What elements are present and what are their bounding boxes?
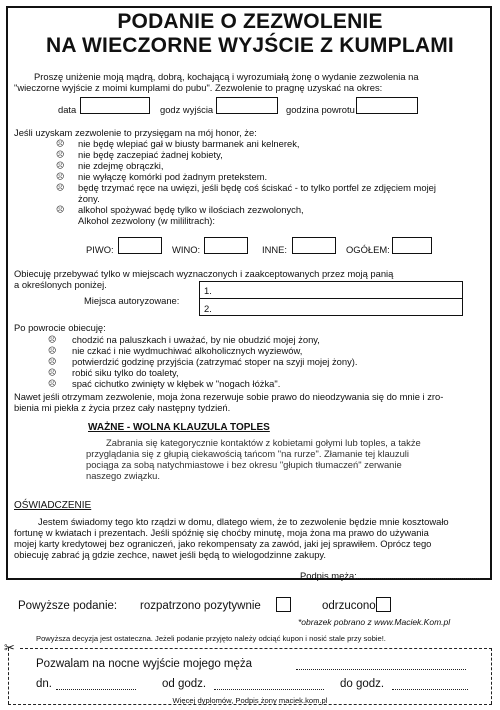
place-slot-2: 2. — [204, 303, 212, 314]
bullet-icon: ☹ — [48, 379, 57, 388]
data-label: data — [58, 104, 77, 115]
inne-field[interactable] — [292, 237, 336, 254]
intro-line-1: Proszę uniżenie moją mądrą, dobrą, kochającą i wyrozumiałą żonę o wydanie zezwolenia na — [34, 71, 419, 82]
husband-signature-label: Podpis męża: — [300, 570, 357, 581]
final-note: Powyższa decyzja jest ostateczna. Jeżeli podanie przyjęto należy odciąć kupon i nosić stale przy sobie!. — [36, 634, 386, 643]
return-intro: Po powrocie obiecuję: — [14, 322, 106, 333]
coupon-to-line[interactable] — [392, 689, 468, 690]
oath-item-3: nie zdejmę obrączki, — [78, 160, 164, 171]
date-field[interactable] — [80, 97, 150, 114]
decision-label: Powyższe podanie: — [18, 600, 118, 612]
wino-label: WINO: — [172, 244, 201, 255]
bullet-icon: ☹ — [56, 161, 65, 170]
important-heading: WAŻNE - WOLNA KLAUZULA TOPLES — [88, 422, 270, 433]
ogolem-field[interactable] — [392, 237, 432, 254]
oath-item-1: nie będę wlepiać gał w biusty barmanek ani kelnerek, — [78, 138, 300, 149]
piwo-label: PIWO: — [86, 244, 114, 255]
bullet-icon: ☹ — [56, 183, 65, 192]
coupon-to-label: do godz. — [340, 678, 385, 690]
return-item-3: potwierdzić godzinę przyjścia (zatrzymać stoper na szyji mojej żony). — [72, 356, 358, 367]
rejected-checkbox[interactable] — [376, 597, 391, 612]
declaration-line-1: Jestem świadomy tego kto rządzi w domu, dlatego wiem, że to zezwolenie będzie mnie kosztowało — [38, 516, 449, 527]
bullet-icon: ☹ — [56, 150, 65, 159]
oath-intro: Jeśli uzyskam zezwolenie to przysięgam na mój honor, że: — [14, 127, 257, 138]
exit-time-field[interactable] — [216, 97, 278, 114]
declaration-line-3: mojej karty kredytowej bez ograniczeń, jako rekompensaty za zawód, jaki jej sprawiłem. Oprócz tego — [14, 538, 432, 549]
places-label: Miejsca autoryzowane: — [84, 295, 180, 306]
bullet-icon: ☹ — [48, 346, 57, 355]
return-item-2: nie czkać i nie wydmuchiwać alkoholicznych wyziewów, — [72, 345, 303, 356]
coupon-permission-text: Pozwalam na nocne wyjście mojego męża — [36, 658, 253, 670]
place-slot-1: 1. — [204, 285, 212, 296]
important-line-3: pociąga za sobą natychmiastowe i bez okresu "głupich tłumaczeń" zerwanie — [86, 459, 402, 470]
coupon-from-line[interactable] — [214, 689, 324, 690]
declaration-line-4: obiecuję zabrać ją gdzie zechce, nawet jeśli będą to wielogodzinne zakupy. — [14, 549, 326, 560]
bullet-icon: ☹ — [48, 335, 57, 344]
important-line-2: przyglądania się z głupią ciekawością tańcom "na rurze". Złamanie tej klauzuli — [86, 448, 409, 459]
bullet-icon: ☹ — [56, 205, 65, 214]
scissors-icon: ✂ — [4, 640, 15, 655]
reservation-line-1: Nawet jeśli otrzymam zezwolenie, moja żona rezerwuje sobie prawo do nieodzywania się do mnie i zro- — [14, 391, 444, 402]
exit-time-label: godz wyjścia — [160, 104, 214, 115]
reservation-line-2: bienia mi piekła z życia przez cały następny tydzień. — [14, 402, 231, 413]
credit-note: *obrazek pobrano z www.Maciek.Kom.pl — [298, 617, 451, 627]
important-line-4: naszego związku. — [86, 470, 160, 481]
approved-checkbox[interactable] — [276, 597, 291, 612]
coupon-date-line[interactable] — [56, 689, 136, 690]
declaration-heading: OŚWIADCZENIE — [14, 500, 92, 511]
ogolem-label: OGÓŁEM: — [346, 244, 390, 255]
coupon-from-label: od godz. — [162, 678, 207, 690]
title-line-2: NA WIECZORNE WYJŚCIE Z KUMPLAMI — [46, 34, 454, 57]
coupon-date-label: dn. — [36, 678, 52, 690]
bullet-icon: ☹ — [48, 368, 57, 377]
oath-item-6: alkohol spożywać będę tylko w ilościach zezwolonych, — [78, 204, 304, 215]
coupon-cut-top — [20, 648, 492, 649]
oath-item-2: nie będę zaczepiać żadnej kobiety, — [78, 149, 223, 160]
oath-item-4: nie wyłączę komórki pod żadnym pretekstem. — [78, 171, 268, 182]
important-line-1: Zabrania się kategorycznie kontaktów z kobietami gołymi lub toples, a także — [106, 437, 421, 448]
intro-line-2: "wieczorne wyjście z moimi kumplami do pubu". Zezwolenie to pragnę uzyskać na okres: — [14, 82, 383, 93]
coupon-husband-line[interactable] — [296, 669, 466, 670]
return-time-field[interactable] — [356, 97, 418, 114]
wino-field[interactable] — [204, 237, 248, 254]
oath-item-5-cont: żony. — [78, 193, 100, 204]
title-line-1: PODANIE O ZEZWOLENIE — [117, 10, 383, 33]
return-time-label: godzina powrotu — [286, 104, 355, 115]
husband-signature-line[interactable] — [354, 578, 480, 579]
return-item-4: robić siku tylko do toalety, — [72, 367, 179, 378]
coupon-footer: Więcej dyplomów, Podpis żony maciek.kom.pl — [172, 696, 328, 705]
places-line-2: a określonych poniżej. — [14, 279, 107, 290]
inne-label: INNE: — [262, 244, 288, 255]
oath-item-5: będę trzymać ręce na uwięzi, jeśli będę coś ściskać - to tylko portfel ze zdjęciem mojej — [78, 182, 436, 193]
places-line-1: Obiecuję przebywać tylko w miejscach wyznaczonych i zaakceptowanych przez moją panią — [14, 268, 394, 279]
return-item-5: spać cichutko zwinięty w kłębek w "nogach łóżka". — [72, 378, 281, 389]
approved-label: rozpatrzono pozytywnie — [140, 600, 261, 612]
places-divider — [199, 298, 463, 299]
piwo-field[interactable] — [118, 237, 162, 254]
oath-item-6-cont: Alkohol zezwolony (w mililitrach): — [78, 215, 216, 226]
return-item-1: chodzić na paluszkach i uważać, by nie obudzić mojej żony, — [72, 334, 320, 345]
declaration-line-2: fortunę w kwiatach i prezentach. Jeśli spóźnię się choćby minutę, moja żona ma prawo do używania — [14, 527, 429, 538]
bullet-icon: ☹ — [56, 139, 65, 148]
rejected-label: odrzucono — [322, 600, 376, 612]
bullet-icon: ☹ — [48, 357, 57, 366]
bullet-icon: ☹ — [56, 172, 65, 181]
